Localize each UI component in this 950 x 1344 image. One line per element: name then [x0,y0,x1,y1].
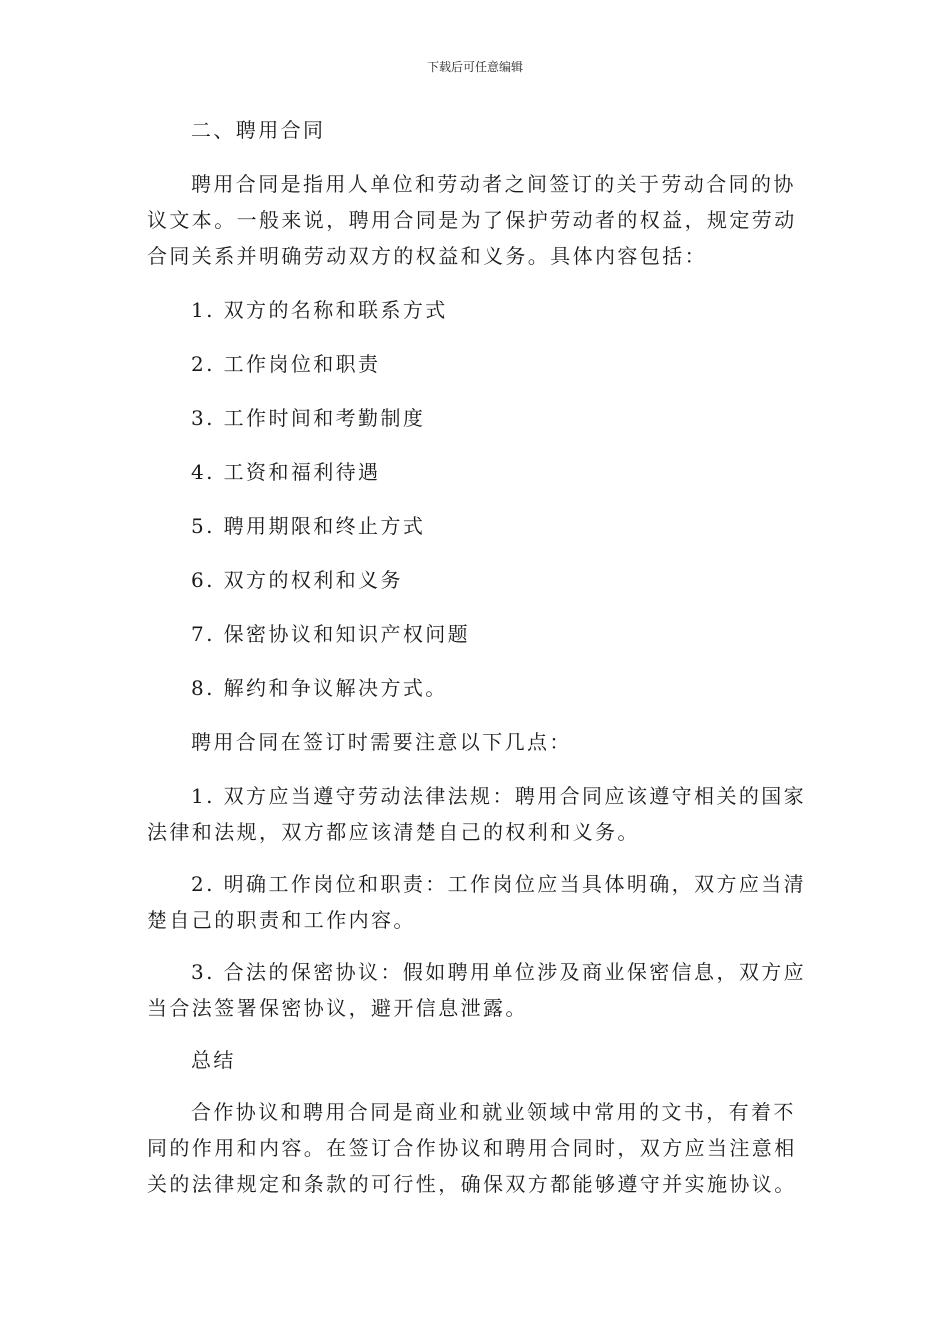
contents-list-item: 4. 工资和福利待遇 [191,460,381,484]
contents-list-item: 6. 双方的权利和义务 [191,568,403,592]
contents-list-item: 5. 聘用期限和终止方式 [191,514,426,538]
note-paragraph: 2. 明确工作岗位和职责：工作岗位应当具体明确，双方应当清楚自己的职责和工作内容。 [147,872,807,932]
summary-paragraph: 合作协议和聘用合同是商业和就业领域中常用的文书，有着不同的作用和内容。在签订合作协议和聘用合同时，双方应当注意相关的法律规定和条款的可行性，确保双方都能够遵守并实施协议。 [147,1100,797,1196]
summary-title: 总结 [191,1048,236,1072]
intro-paragraph: 聘用合同是指用人单位和劳动者之间签订的关于劳动合同的协议文本。一般来说，聘用合同是为了保护劳动者的权益，规定劳动合同关系并明确劳动双方的权益和义务。具体内容包括： [147,172,797,268]
note-paragraph: 3. 合法的保密协议：假如聘用单位涉及商业保密信息，双方应当合法签署保密协议，避开信息泄露。 [147,960,807,1020]
page-header-note: 下载后可任意编辑 [426,60,523,74]
contents-list-item: 3. 工作时间和考勤制度 [191,406,426,430]
contents-list-item: 2. 工作岗位和职责 [191,352,381,376]
note-paragraph: 1. 双方应当遵守劳动法律法规：聘用合同应该遵守相关的国家法律和法规，双方都应该清楚自己的权利和义务。 [147,784,807,844]
contents-list-item: 1. 双方的名称和联系方式 [191,298,448,322]
contents-list-item: 8. 解约和争议解决方式。 [191,676,448,700]
document-body [147,112,807,1202]
section-title: 二、聘用合同 [191,118,326,142]
notes-intro: 聘用合同在签订时需要注意以下几点： [191,730,572,754]
contents-list-item: 7. 保密协议和知识产权问题 [191,622,471,646]
